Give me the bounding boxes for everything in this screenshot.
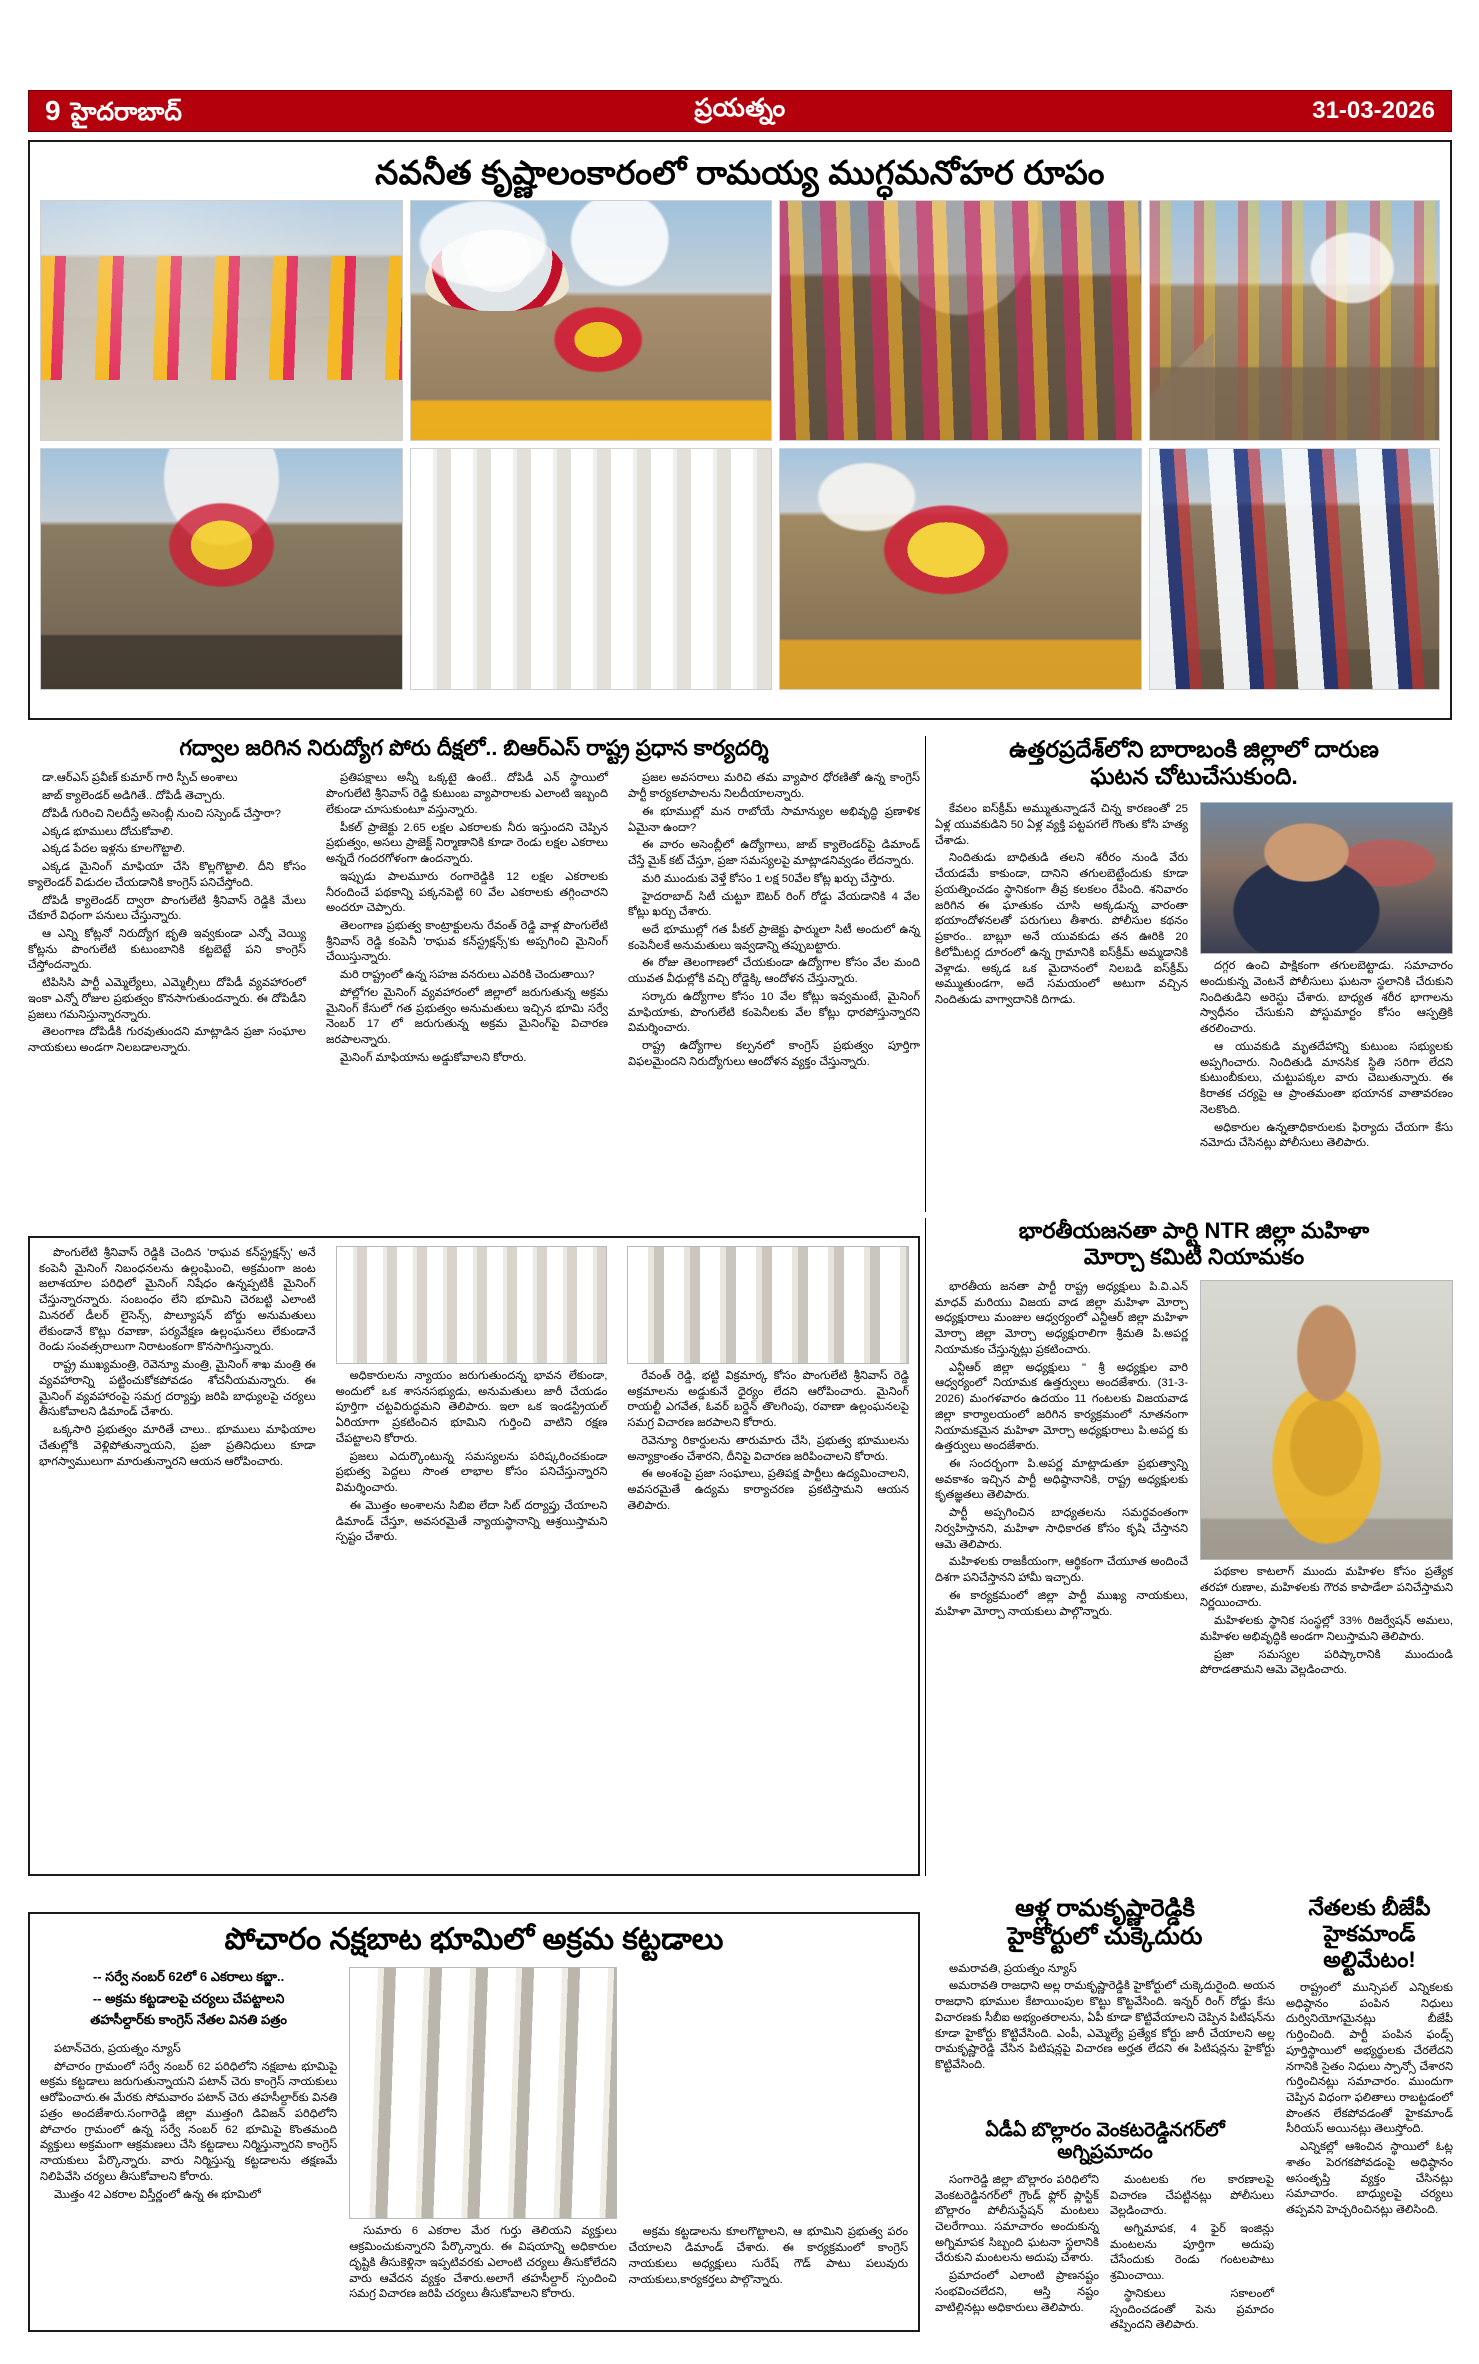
- mining-column-2: [326, 1246, 618, 1866]
- article-gadwal: [28, 736, 920, 1073]
- gadwal-headline: గద్వాల జరిగిన నిరుద్యోగ పోరు దీక్షలో.. బిఆర్ఎస్ రాష్ట్ర ప్రధాన కార్యదర్శి: [179, 736, 769, 760]
- gadwal-c3-p3: ఈ వారం అసెంబ్లీలో ఉద్యోగాలు, జాబ్ క్యాలెండర్‌పై డిమాండ్ చేస్తే మైక్ కట్ చేస్తూ, ప్రజా సమస్యలపై మాట్లాడనివ్వడం లేదన్నారు.: [628, 839, 920, 868]
- bjp-ult-headline-line1: నేతలకు బీజేపీ: [1308, 1895, 1431, 1920]
- gadwal-p5: ఎక్కడ పేదల ఇళ్లను కూలగొట్టాలి.: [42, 843, 186, 856]
- bjp-ntr-column-1: [935, 1280, 1188, 1681]
- up-p1: కేవలం ఐస్‌క్రీమ్ అమ్ముతున్నాడనే చిన్న కారణంతో 25 ఏళ్ల యువకుడిని 50 ఏళ్ల వ్యక్తి పట్టపగలే గొంతు కోసి హత్య చేశాడు.: [935, 803, 1188, 847]
- mining-c2-p2: ప్రజలు ఎదుర్కొంటున్న సమస్యలను పరిష్కరించకుండా ప్రభుత్వ పెద్దలు సొంత లాభాల కోసం పనిచేస్తున్నారని విమర్శించారు.: [335, 1450, 608, 1495]
- bollaram-p3: మంటలకు గల కారణాలపై విచారణ చేపట్టినట్లు పోలీసులు వెల్లడించారు.: [1110, 2173, 1274, 2218]
- gadwal-c3-p5: హైదరాబాద్ సిటీ చుట్టూ ఔటర్ రింగ్ రోడ్డు వేయడానికి 4 వేల కోట్లు ఖర్చు చేశారు.: [628, 890, 920, 919]
- photo-crowd-blessing: [779, 200, 1142, 442]
- gadwal-p8: ఆ ఎన్ని కోట్లనో నిరుద్యోగ భృతి ఇవ్వకుండా ఎన్నో వెయ్యి కోట్లను పొంగులేటి కుటుంబానికి కట్టబెట్టే పని కాంగ్రెస్ చేస్తోందన్నారు.: [28, 927, 306, 972]
- gadwal-p2: జాబ్ క్యాలెండర్ అడిగితే.. దోపిడీ తెచ్చారు.: [42, 790, 226, 803]
- bjp-ult-p1: రాష్ట్రంలో మున్సిపల్ ఎన్నికలకు అధిష్ఠానం పంపిన నిధులు దుర్వినియోగమైనట్లు బీజేపీ గుర్తించింది. పార్టీ పంపిన ఫండ్స్ పూర్తిస్థాయిలో అభ్యర్థులకు చేరలేదని నగానికి సైతం నిధులు స్పాన్సో చేశారని గుర్తించినట్లు సమాచారం. ముందుగా చెప్పిన విధంగా ఫలితాలు రాబట్టడంలో పొంతన లేకపోవడంతో హైకమాండ్ సీరియస్ అయినట్లు తెలుస్తోంది.: [1286, 1981, 1453, 2136]
- bollaram-p1: సంగారెడ్డి జిల్లా బొల్లారం పరిధిలోని వెంకటరెడ్డినగర్‌లో గ్రౌండ్ ఫ్లోర్ ప్లాస్టిక్ బొల్లారం పోలీసుస్టేషన్ మంటలు చెలరేగాయి. సమాచారం అందుకున్న అగ్నిమాపక సిబ్బంది ఘటనా స్థలానికి చేరుకుని మంటలను అదుపు చేశారు.: [935, 2173, 1099, 2265]
- bjp-ntr-p1: భారతీయ జనతా పార్టీ రాష్ట్ర అధ్యక్షులు పి.వి.ఎన్ మాధవ్ మరియు విజయ వాడ జిల్లా మహిళా మోర్చా అధ్యక్షురాలు మంజుల ఆధ్వర్యంలో ఎన్టీఆర్ జిల్లా మహిళా మోర్చా జిల్లా మోర్చా అధ్యక్షురాలిగా శ్రీమతి పి.అపర్ణ నియామకం చేస్తున్నట్లు ప్రకటించారు.: [935, 1280, 1188, 1356]
- gadwal-c3-p8: సర్కారు ఉద్యోగాల కోసం 10 వేల కోట్లు ఇవ్వమంటే, మైనింగ్ మాఫియాకు, పొంగులేటి కంపెనీలకు వేల కోట్లు ధారపోస్తున్నారని విమర్శించారు.: [628, 990, 920, 1035]
- photo-drummers: [1149, 448, 1440, 690]
- up-headline-line1: ఉత్తరప్రదేశ్‌లోని బారాబంకి జిల్లాలో దారుణ: [1009, 736, 1379, 762]
- gadwal-c3-p6: అదే భూముల్లో గత పీకల్ ప్రాజెక్టు ఫార్ములా సిటీ అందులో ఉన్న కంపెనీలకే అనుమతులు ఇవ్వడాన్ని తప్పుబట్టారు.: [628, 923, 920, 952]
- bjp-ult-body: [1286, 1981, 1453, 2219]
- gadwal-p7: దోపిడీ క్యాలెండర్ ద్వారా పొంగులేటి శ్రీనివాస్ రెడ్డికి మేలు చేకూరే విధంగా పనులు చేస్తున్నారు.: [28, 894, 306, 923]
- masthead-left: [45, 97, 182, 125]
- photo-protest-gathering: [336, 1246, 608, 1364]
- mining-c3-p1: రేవంత్ రెడ్డి, భట్టి విక్రమార్క కోసం పొంగులేటి శ్రీనివాస్ రెడ్డి అక్రమాలను అడ్డుకునే ధైర్యం లేదని ఆరోపించారు. మైనింగ్ రాయల్టీ ఎగవేత, ఓవర్ బర్డెన్ తొలగింపు, రవాణా ఉల్లంఘనలపై సమగ్ర విచారణ జరపాలని కోరారు.: [627, 1370, 909, 1430]
- pocharam-dateline: పటాన్‌చెరు, ప్రయత్నం న్యూస్: [54, 2042, 181, 2055]
- mining-column-3: [617, 1246, 909, 1866]
- pocharam-c2-p1: సుమారు 6 ఎకరాల మేర గుర్తు తెలియని వ్యక్తులు ఆక్రమించుకున్నారని పేర్కొన్నారు. ఈ విషయాన్ని అధికారుల దృష్టికి తీసుకెళ్లినా ఇప్పటివరకు ఎలాంటి చర్యలు తీసుకోలేదని వారు ఆవేదన వ్యక్తం చేశారు.అలాగే తహసీల్దార్ స్పందించి సమగ్ర విచారణ జరిపి చర్యలు తీసుకోవాలని కోరారు.: [349, 2225, 617, 2301]
- pocharam-p2: మొత్తం 42 ఎకరాల విస్తీర్ణంలో ఉన్న ఈ భూమిలో: [54, 2188, 261, 2201]
- article-ark-reddy: [935, 1895, 1275, 2076]
- mining-p1: పొంగులేటి శ్రీనివాస్ రెడ్డికి చెందిన 'రాఘవ కన్‌స్ట్రక్షన్స్' అనే కంపెనీ మైనింగ్ నిబంధనలను ఉల్లంఘించి, అక్రమంగా జంట జలాశయాల పరిధిలో మైనింగ్ నిషేధం ఉన్నప్పటికీ మైనింగ్ చేస్తున్నారన్నారు. సంబంధం లేని భూమిని చెరబట్టి ఎలాంటి మినరల్ డీలర్ లైసెన్స్, పొల్యూషన్ బోర్డు అనుమతులు లేకుండానే కొట్లు రవాణా, పర్యవేక్షణ ఉల్లంఘనలు లేకుండానే రెండు సంవత్సరాలుగా నిరాటంకంగా కొనసాగిస్తున్నారు.: [39, 1247, 316, 1354]
- ark-p1: అమరావతి రాజధాని అల్ల రామకృష్ణారెడ్డికి హైకోర్టులో చుక్కెదురైంది. అయన రాజధాని భూముల కేటాయింపుల కొట్టు కొట్టవేసింది. ఇన్నర్ రింగ్ రోడ్డు కేసు విచారణకు సీబీఐ అభ్యంతరాలను, ఏపీ కూడా కొట్టివేయాలని చెప్పిన పిటిషన్‌ను కూడా హైకోర్టు కొట్టివేసింది. ఎంపీ, ఎమ్మెల్యే ప్రత్యేక కోర్టు జారీ చేయాలని అల్ల రామకృష్ణారెడ్డి వేసిన పిటిషన్లపై విచారణ అర్హత లేదని ఈ పిటిషన్లను హైకోర్టు కొట్టివేసింది.: [935, 1980, 1275, 2072]
- mining-column-1: [39, 1246, 326, 1866]
- gadwal-c3-p7: ఈ రోజు తెలంగాణలో చేయకుండా ఉద్యోగాల కోసం వేల మంది యువత వీధుల్లోకి వచ్చి రోడ్డెక్కి ఆందోళన చేస్తున్నారు.: [628, 957, 920, 986]
- photo-chariot-procession: [40, 448, 403, 690]
- gadwal-column-1: [28, 771, 316, 1072]
- photo-mahila-morcha-leader: [1200, 1280, 1453, 1560]
- pocharam-bullets: [40, 1967, 337, 2030]
- mining-c3-p2: రెవెన్యూ రికార్డులను తారుమారు చేసి, ప్రభుత్వ భూములను అన్యాక్రాంతం చేశారని, దీనిపై విచారణ జరిపించాలని కోరారు.: [627, 1434, 909, 1463]
- hero-headline: నవనీత కృష్ణాలంకారంలో రామయ్య ముగ్ధమనోహర రూపం: [375, 154, 1105, 191]
- up-headline-line2: ఘటన చోటుచేసుకుంది.: [1090, 763, 1298, 790]
- ark-headline-line2: హైకోర్టులో చుక్కెదురు: [1007, 1923, 1203, 1951]
- gadwal-c3-p9: రాష్ట్ర ఉద్యోగాల కల్పనలో కాంగ్రెస్ ప్రభుత్వం పూర్తిగా విఫలమైందని నిరుద్యోగులు ఆందోళన వ్యక్తం చేస్తున్నారు.: [628, 1040, 920, 1068]
- up-column-2: [1200, 802, 1453, 1154]
- bjp-ntr-headline-line1: భారతీయజనతా పార్టి NTR జిల్లా మహిళా: [1018, 1218, 1370, 1243]
- mining-p2: రాష్ట్ర ముఖ్యమంత్రి, రెవెన్యూ మంత్రి, మైనింగ్ శాఖ మంత్రి ఈ వ్యవహారాన్ని పట్టించుకోకపోవడం శోచనీయమన్నారు. ఈ మైనింగ్ వ్యవహారంపై సమగ్ర దర్యాప్తు జరిపి బాధ్యులపై చర్యలు తీసుకోవాలని డిమాండ్ చేశారు.: [39, 1359, 316, 1419]
- pocharam-column-3: [629, 1967, 908, 2305]
- photo-devotees-procession: [40, 200, 403, 442]
- hero-photo-block: [28, 140, 1452, 720]
- bjp-ntr-p3: ఈ సందర్భంగా పి.అపర్ణ మాట్లాడుతూ ప్రభుత్వాన్ని అవకాశం ఇచ్చిన పార్టీ అధిష్ఠానానికి, రాష్ట్ర అధ్యక్షులకు కృతజ్ఞతలు తెలిపారు.: [935, 1457, 1188, 1502]
- ark-dateline: అమరావతి, ప్రయత్నం న్యూస్: [949, 1962, 1077, 1975]
- ark-headline-line1: ఆళ్ల రామకృష్ణారెడ్డికి: [1015, 1895, 1195, 1922]
- bollaram-column-2: [1110, 2173, 1274, 2336]
- up-p2: నిందితుడు బాధితుడి తలని శరీరం నుండి వేరు చేయడమే కాకుండా, దానిని తగులబెట్టేందుకు కూడా ప్రయత్నించడం స్థానికంగా తీవ్ర కలకలం రేపింది. శనివారం జరిగిన ఈ ఘాతుకం చూసి అక్కడున్న వారంతా భయాందోళనలతో పరుగులు తీశారు. పోలీసుల కథనం ప్రకారం.. బాబ్లూ అనే యువకుడు తన ఊరికి 20 కిలోమీటర్ల దూరంలో ఉన్న గ్రామానికి ఐస్‌క్రీమ్ అమ్మడానికి వెళ్లాడు. అక్కడ ఒక మైదానంలో నిలబడి ఐస్‌క్రీమ్ అమ్ముతుండగా, అదే సమయంలో అటుగా వచ్చిన నిందితుడు వాగ్వాదానికి దిగాడు.: [935, 852, 1188, 1007]
- photo-deity-umbrellas: [410, 200, 773, 442]
- bjp-ntr-cap1: పథకాల కాటలాగ్ ముందు మహిళల కోసం ప్రత్యేక తరహా రుణాల, మహిళలకు గౌరవ కాపాడేలా పనిచేస్తామని నిర్ణయించారు.: [1200, 1565, 1453, 1610]
- masthead-bar: [28, 90, 1452, 132]
- bjp-ntr-p5: మహిళలకు రాజకీయంగా, ఆర్థికంగా చేయూత అందించే దిశగా పనిచేస్తానని హామీ ఇచ్చారు.: [935, 1556, 1188, 1585]
- gadwal-column-3: [618, 771, 920, 1072]
- up-column-1: [935, 802, 1188, 1154]
- up-c2-p3: అధికారుల ఉన్నతాధికారులకు ఫిర్యాదు చేయగా కేసు నమోదు చేసినట్లు పోలీసులు తెలిపారు.: [1200, 1121, 1453, 1150]
- pocharam-bullet-1: -- సర్వే నంబర్ 62లో 6 ఎకరాలు కబ్జా..: [92, 1969, 285, 1985]
- article-bollaram-fire: [935, 2120, 1275, 2336]
- bjp-ntr-cap2: మహిళలకు స్థానిక సంస్థల్లో 33% రిజర్వేషన్ అమలు, మహిళల అభివృద్ధికి అండగా నిలుస్తామని తెలిపారు.: [1200, 1615, 1453, 1643]
- column-divider-1: [925, 736, 926, 1212]
- article-bjp-ultimatum: [1286, 1895, 1453, 2221]
- gadwal-p3: దోపిడీ గురించి నిలదీస్తే అసెంబ్లీ నుంచి సస్పెండ్ చేస్తారా?: [42, 807, 281, 820]
- column-divider-2: [925, 1218, 926, 1876]
- pocharam-bullet-2: -- అక్రమ కట్టడాలపై చర్యలు చేపట్టాలని: [92, 1990, 285, 2006]
- gadwal-c2-p3: ఇప్పుడు పాలమూరు రంగారెడ్డికి 12 లక్షల ఎకరాలకు నీరందించే పథకాన్ని పక్కనపెట్టి 60 వేల ఎకరాలకు తగ్గించారని అందరూ చెప్పారు.: [326, 870, 608, 915]
- article-uttar-pradesh: [935, 736, 1453, 1154]
- article-mining: [28, 1236, 920, 1876]
- bollaram-p2: ప్రమాదంలో ఎలాంటి ప్రాణనష్టం సంభవించలేదని, ఆస్తి నష్టం వాటిల్లినట్లు అధికారులు తెలిపారు.: [935, 2270, 1099, 2314]
- gadwal-p10: తెలంగాణ దోపిడీకి గురవుతుందని మాట్లాడిన ప్రజా సంఘాల నాయకులు అండగా నిలబడాలన్నారు.: [28, 1026, 306, 1055]
- gadwal-c2-p2: పీకల్ ప్రాజెక్టు 2.65 లక్షల ఎకరాలకు నీరు ఇస్తుందని చెప్పిన ప్రభుత్వం, అసలు ప్రాజెక్ట్ నిర్మాణానికి కూడా రెండు లక్షల ఎకరాలు అన్నదే గందరగోళంగా ఉందన్నారు.: [326, 821, 608, 866]
- photo-victim-portrait: [1200, 802, 1453, 954]
- gadwal-p6: ఎక్కడ మైనింగ్ మాఫియా చేసి కొల్లగొట్టాలి. దీని కోసం క్యాలెండర్ విడుదల చేయడానికి కాంగ్రెస్ పనిచేస్తోంది.: [28, 861, 306, 889]
- bollaram-headline: ఏడీఏ బొల్లారం వెంకటరెడ్డినగర్‌లో అగ్నిప్రమాదం: [985, 2120, 1225, 2164]
- gadwal-c2-p6: పోల్లోగల మైనింగ్ వ్యవహారంలో జిల్లాలో జరుగుతున్న అక్రమ మైనింగ్ కేసులో గత ప్రభుత్వం అనుమతులు ఇచ్చిన భూమి సర్వే నెంబర్ 17 లో జరుగుతున్న అక్రమ మైనింగ్‌పై విచారణ జరపాలన్నారు.: [326, 986, 608, 1047]
- publication-date: 31-03-2026: [1312, 97, 1435, 124]
- bollaram-p5: స్థానికులు సకాలంలో స్పందించడంతో పెను ప్రమాదం తప్పిందని తెలిపారు.: [1110, 2287, 1274, 2332]
- bjp-ntr-p4: పార్టీ అప్పగించిన బాధ్యతలను సమర్థవంతంగా నిర్వహిస్తానని, మహిళా సాధికారత కోసం కృషి చేస్తానని ఆమె తెలిపారు.: [935, 1507, 1188, 1551]
- publication-title: ప్రయత్నం: [694, 93, 786, 122]
- page-number: 9: [45, 95, 61, 126]
- bjp-ntr-p6: ఈ కార్యక్రమంలో జిల్లా పార్టీ ముఖ్య నాయకులు, మహిళా మోర్చా నాయకులు పాల్గొన్నారు.: [935, 1589, 1188, 1618]
- photo-temple-gopuram: [1149, 200, 1440, 442]
- photo-leaders-meeting: [627, 1246, 909, 1364]
- gadwal-p4: ఎక్కడ భూములు దోచుకోవాలి.: [42, 825, 174, 838]
- gadwal-c2-p4: తెలంగాణ ప్రభుత్వ కాంట్రాక్టులను రేవంత్ రెడ్డి వాళ్ల పొంగులేటి శ్రీనివాస్ రెడ్డి కంపెనీ 'రాఘవ కన్‌స్ట్రక్షన్స్'కు అప్పగించి మైనింగ్ చేయిస్తున్నారు.: [326, 919, 608, 964]
- pocharam-p1: పోచారం గ్రామంలో సర్వే నంబర్ 62 పరిధిలోని నక్షబాట భూమిపై అక్రమ కట్టడాలు జరుగుతున్నాయని పటాన్ చెరు కాంగ్రెస్ నాయకులు ఆరోపించారు.ఈ మేరకు సోమవారం పటాన్ చెరు తహసీల్దార్‌కు వినతి పత్రం అందజేశారు.సంగారెడ్డి జిల్లా ముత్తంగి డివిజన్ పరిధిలోని పోచారం గ్రామంలో ఉన్న సర్వే నంబర్ 62 భూమిపై కొంతమంది వ్యక్తులు అక్రమంగా ఆక్రమణలు చేసి కట్టడాలు నిర్మిస్తున్నారని కాంగ్రెస్ నాయకులు పేర్కొన్నారు. వారు నిర్మిస్తున్న కట్టడాలను తక్షణమే నిలిపివేసి చర్యలు తీసుకోవాలని కోరారు.: [40, 2060, 338, 2183]
- gadwal-c2-p5: మరి రాష్ట్రంలో ఉన్న సహజ వనరులు ఎవరికి చెందుతాయి?: [340, 969, 595, 982]
- bjp-ntr-cap3: ప్రజా సమస్యల పరిష్కారానికి ముందుండి పోరాడతామని ఆమె వెల్లడించారు.: [1200, 1648, 1453, 1677]
- bjp-ult-p2: ఎన్నికల్లో ఆశించిన స్థాయిలో ఓట్ల శాతం పెరగకపోవడంపై అధిష్ఠానం అసంతృప్తి వ్యక్తం చేసినట్లు సమాచారం. బాధ్యులపై చర్యలు తప్పవని హెచ్చరించినట్లు తెలిసింది.: [1286, 2141, 1453, 2217]
- bjp-ult-headline-line2: హైకమాండ్ అల్టిమేటం!: [1323, 1920, 1416, 1972]
- mining-c3-p3: ఈ అంశంపై ప్రజా సంఘాలు, ప్రతిపక్ష పార్టీలు ఉద్యమించాలని, అవసరమైతే ఉద్యమ కార్యాచరణ ప్రకటిస్తామని ఆయన తెలిపారు.: [627, 1468, 909, 1512]
- bjp-ntr-p2: ఎన్టీఆర్ జిల్లా అధ్యక్షులు " శ్రీ అధ్యక్షుల వారి ఆధ్వర్యంలో నియామక ఉత్తర్వులు అందజేశారు. (31-3-2026) మంగళవారం ఉదయం 11 గంటలకు విజయవాడ జిల్లా కార్యాలయంలో జరిగిన కార్యక్రమంలో నూతనంగా నియామకమైన మహిళా మోర్చా అధ్యక్షురాలు పి.అపర్ణ కు ఉత్తర్వులు అందజేశారు.: [935, 1361, 1188, 1453]
- gadwal-c2-p1: ప్రతిపక్షాలు అన్నీ ఒక్కటై ఉంటే.. దోపిడీ ఎన్ స్థాయిలో పొంగులేటి శ్రీనివాస్ రెడ్డి కుటుంబ వ్యాపారాలకు ఎలాంటి ఇబ్బంది లేకుండా చూసుకుంటూ వస్తున్నారు.: [326, 772, 608, 816]
- mining-c2-p1: అధికారులను న్యాయం జరుగుతుందన్న భావన లేకుండా, అందులో ఒక శాసనసభ్యుడు, అనుమతులు జారీ చేయడం పూర్తిగా చట్టవిరుద్ధమని తెలిపారు. ఇలా ఒక ఇండస్ట్రియల్ ఏరియాగా ప్రకటించిన భూమిని గుర్తించి వాటిని రక్షణ చేపట్టాలని కోరారు.: [335, 1370, 608, 1445]
- bollaram-column-1: [935, 2173, 1099, 2336]
- mining-c2-p3: ఈ మొత్తం అంశాలను సిబిఐ లేదా సిట్ దర్యాప్తు చేయాలని డిమాండ్ చేస్తూ, అవసరమైతే న్యాయస్థానాన్ని ఆశ్రయిస్తామని స్పష్టం చేశారు.: [335, 1499, 608, 1544]
- gadwal-p1: డా.ఆర్ఎస్ ప్రవీణ్ కుమార్ గారి స్పీచ్ అంశాలు: [42, 772, 238, 785]
- photo-congress-leaders-petition: [349, 1967, 616, 2219]
- photo-golden-palanquin: [779, 448, 1142, 690]
- gadwal-c3-p4: మరి ముందుకు వెళ్తే కోసం 1 లక్ష 50వేల కోట్ల ఖర్చు చేస్తారు.: [642, 872, 896, 885]
- bjp-ntr-column-2: [1200, 1280, 1453, 1681]
- hero-photo-grid: [40, 200, 1440, 690]
- pocharam-bullet-3: తహసీల్దార్‌కు కాంగ్రెస్ నేతల వినతి పత్రం: [90, 2012, 287, 2028]
- up-c2-p2: ఆ యువకుడి మృతదేహాన్ని కుటుంబ సభ్యులకు అప్పగించారు. నిందితుడి మానసిక స్థితి సరిగా లేదని కుటుంబీకులు, చుట్టుపక్కల వారు చెబుతున్నారు. ఈ కిరాతక చర్యపై ఆ ప్రాంతమంతా భయానక వాతావరణం నెలకొంది.: [1200, 1040, 1453, 1116]
- article-pocharam: [28, 1912, 920, 2332]
- mining-p3: ఒక్కసారి ప్రభుత్వం మారితే చాలు.. భూములు మాఫియాల చేతుల్లోకి వెళ్లిపోతున్నాయని, ప్రజా ప్రతినిధులు కూడా భాగస్వాములుగా మారుతున్నారని ఆయన ఆరోపించారు.: [39, 1424, 316, 1468]
- pocharam-headline: పోచారం నక్షబాట భూమిలో అక్రమ కట్టడాలు: [224, 1923, 724, 1956]
- ark-body: [935, 1962, 1275, 2074]
- bjp-ntr-headline-line2: మోర్చా కమిటీ నియామకం: [1083, 1243, 1305, 1269]
- gadwal-p9: టిపిసిసి పార్టీ ఎమ్మెల్యేలు, ఎమ్మెల్సీలు దోపిడీ వ్యవహారంలో ఇంకా ఎన్నో రోజుల ప్రభుత్వం కొనసాగుతుందన్నారు. ఈ దోపిడీని ప్రజలు గమనిస్తున్నారన్నారు.: [28, 977, 306, 1021]
- article-bjp-ntr: [935, 1218, 1453, 1681]
- up-c2-p1: దగ్గర ఉంచి పాక్షికంగా తగులబెట్టాడు. సమాచారం అందుకున్న వెంటనే పోలీసులు ఘటనా స్థలానికి చేరుకుని నిందితుడిని అరెస్టు చేశారు. బాధ్యత శరీర భాగాలను స్వాధీనం చేసుకుని పోస్టుమార్టం కోసం ఆస్పత్రికి తరలించారు.: [1200, 960, 1453, 1036]
- gadwal-c3-p2: ఈ భూముల్లో మన రాబోయే సామాన్యుల అభివృద్ధి ప్రణాళిక ఏమైనా ఉందా?: [628, 805, 920, 834]
- pocharam-column-1: [40, 1967, 337, 2305]
- gadwal-c3-p1: ప్రజల అవసరాలు మరిచి తమ వ్యాపార ధోరణితో ఉన్న కాంగ్రెస్ పార్టీ కార్యకలాపాలను నిలదీయాలన్నారు.: [628, 772, 920, 801]
- pocharam-c3-p1: అక్రమ కట్టడాలను కూలగొట్టాలని, ఆ భూమిని ప్రభుత్వ పరం చేయాలని డిమాండ్ చేశారు. ఈ కార్యక్రమంలో కాంగ్రెస్ నాయకులు అధ్యక్షులు సురేష్ గౌడ్ పాటు పలువురు నాయకులు,కార్యకర్తలు పాల్గొన్నారు.: [628, 2226, 909, 2286]
- edition-city: హైదరాబాద్: [70, 98, 182, 126]
- gadwal-column-2: [316, 771, 618, 1072]
- pocharam-column-2: [349, 1967, 616, 2305]
- bollaram-p4: అగ్నిమాపక, 4 ఫైర్ ఇంజిన్లు మంటలను పూర్తిగా అదుపు చేసేందుకు రెండు గంటలపాటు శ్రమించాయి.: [1110, 2223, 1274, 2283]
- gadwal-c2-p7: మైనింగ్ మాఫియాను అడ్డుకోవాలని కోరారు.: [340, 1051, 527, 1064]
- photo-priests-officials: [410, 448, 773, 690]
